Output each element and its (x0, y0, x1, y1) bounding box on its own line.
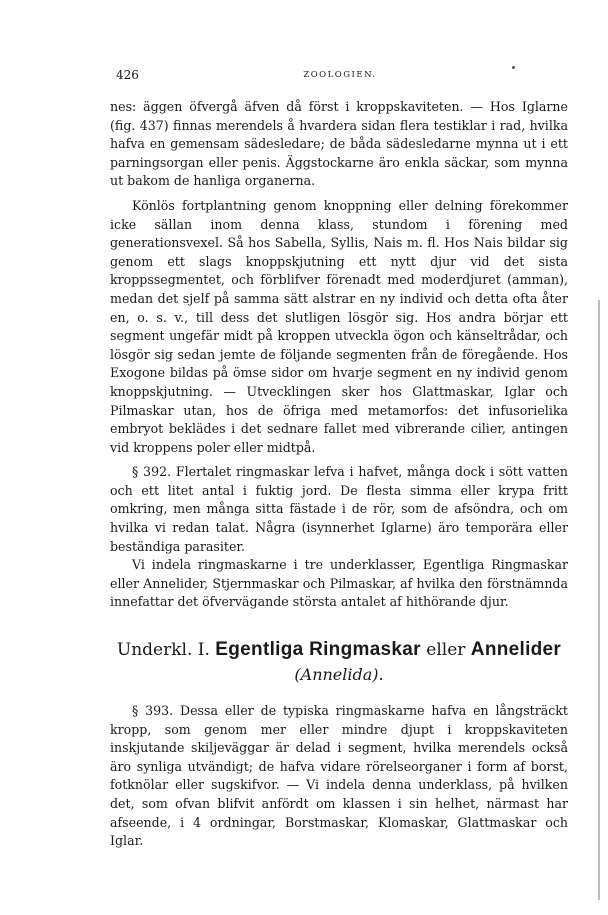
heading-middle: eller (426, 640, 466, 661)
paragraph-section-392: § 392. Flertalet ringmaskar lefva i hafvet, många dock i sött vatten och ett litet antal i fuktig jord. De flesta simma eller krypa fritt omkring, men många sitta fästade i de rör, som de afsöndra, och om hvilka vi redan talat. Några (isynnerhet Iglarne) äro temporära eller beständiga parasiter. (110, 464, 568, 554)
heading-bold-a: Egentliga Ringmaskar (215, 639, 421, 661)
heading-prefix: Underkl. I. (116, 640, 210, 661)
page-body (110, 98, 568, 851)
page-header (110, 68, 570, 84)
paragraph-continuation: nes: äggen öfvergå äfven då först i kroppskaviteten. — Hos Iglarne (fig. 437) finnas merendels å hvardera sidan flera testiklar i rad, hvilka hafva en gemensam sädesledare; de båda sädesledarne mynna ut i ett parningsorgan eller penis. Äggstockarne äro enkla säckar, som mynna ut bakom de hanliga organerna. (110, 99, 568, 189)
paragraph-reproduction: Könlös fortplantning genom knoppning eller delning förekommer icke sällan inom denna klass, stundom i förening med generationsvexel. Så hos Sabella, Syllis, Nais m. fl. Hos Nais bildar sig genom ett slags knoppskjutning ett nytt djur vid det sista kroppssegmentet, och förblifver förenadt med moderdjuret (amman), medan det sjelf på samma sätt alstrar en ny individ och detta ofta åter en, o. s. v., till dess det slutligen lösgör sig. Hos andra börjar ett segment ungefär midt på kroppen utveckla ögon och känseltrådar, och lösgör sig sedan jemte de följande segmenten från de föregående. Hos Exogone bildas på ömse sidor om hvarje segment en ny individ genom knoppskjutning. — Utvecklingen sker hos Glattmaskar, Iglar och Pilmaskar utan, hos de öfriga med metamorfos: det infusorielika embryot beklädes i det sednare fallet med vibrerande cilier, antingen vid kroppens poler eller midtpå. (110, 197, 568, 455)
running-title: ZOOLOGIEN. (303, 70, 377, 80)
page-number: 426 (116, 68, 139, 82)
page-edge-shadow (598, 300, 600, 900)
heading-subtitle: (Annelida). (294, 665, 384, 685)
subclass-heading (110, 639, 568, 684)
paragraph-subclasses: Vi indela ringmaskarne i tre underklasser, Egentliga Ringmaskar eller Annelider, Stjernmaskar och Pilmaskar, af hvilka den förstnämnda innefattar det öfvervägande största antalet af hithörande djur. (110, 557, 568, 610)
paragraph-section-393: § 393. Dessa eller de typiska ringmaskarne hafva en långsträckt kropp, som genom mer eller mindre djupt i kroppskaviteten inskjutande skiljeväggar är delad i segment, hvilka merendels också äro synliga utvändigt; de hafva vidare rörelseorganer i form af borst, fotknölar eller sugskifvor. — Vi indela denna underklass, på hvilken det, som ofvan blifvit anfördt om klassen i sin helhet, närmast har afseende, i 4 ordningar, Borstmaskar, Klomaskar, Glattmaskar och Iglar. (110, 703, 568, 849)
heading-bold-b: Annelider (470, 639, 562, 661)
